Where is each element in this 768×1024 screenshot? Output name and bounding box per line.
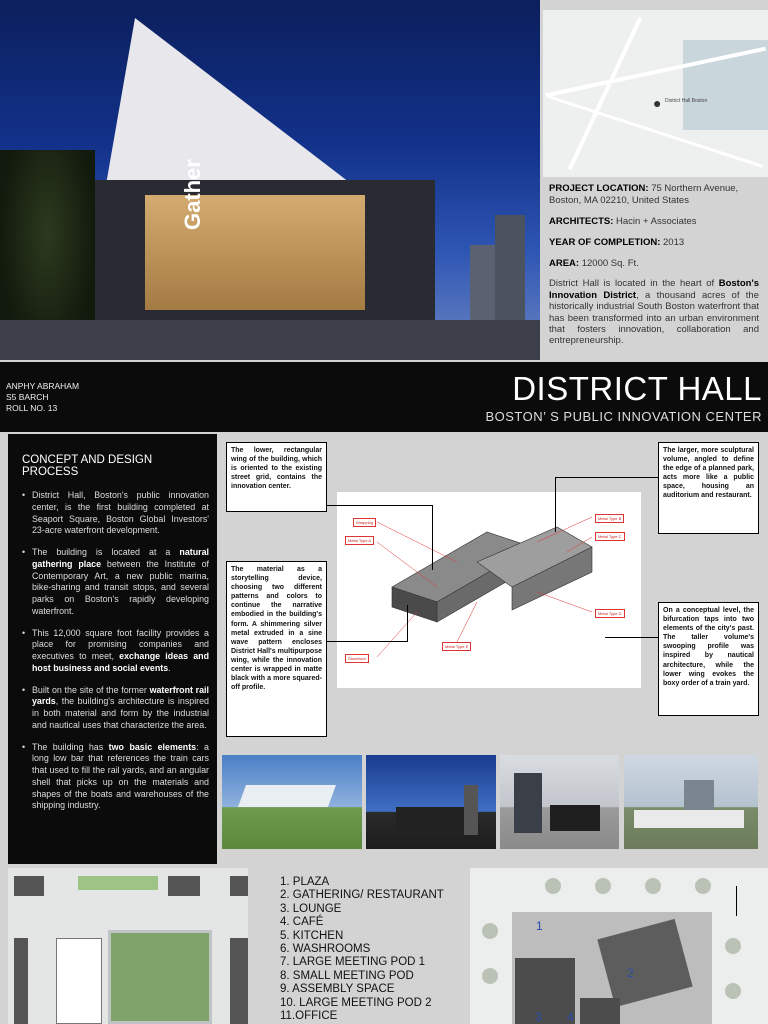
program-item: 3. LOUNGE [280,902,342,915]
concept-bold: natural gathering place [32,547,209,569]
page-title: DISTRICT HALL [512,370,762,407]
concept-item [22,547,209,618]
location-value: 75 Northern Avenue, Boston, MA 02210, United States [549,183,739,206]
plaza-ground [0,320,540,360]
concept-heading: CONCEPT AND DESIGN PROCESS [22,454,153,478]
program-item: 6. WASHROOMS [280,943,371,956]
note-text: The lower, rectangular wing of the building, which is oriented to the existing street grid, contains the innovation center. [231,447,322,491]
floor-plan [470,868,768,1024]
site-building [56,938,102,1024]
plan-tree [482,923,498,939]
program-item: 2. GATHERING/ RESTAURANT [280,889,444,902]
connector-line [407,605,408,642]
plan-tree [545,878,561,894]
program-item: 5. KITCHEN [280,929,344,942]
site-plan [8,868,248,1024]
site-green [78,876,158,890]
diagram-label: Metal Type D [595,609,625,618]
gather-sign: Gather [180,159,205,230]
connector-line [555,477,556,532]
plan-room-cafe [580,998,620,1024]
project-location [549,183,759,207]
photo-building [238,785,336,807]
project-architects [549,216,759,228]
plan-number: 2 [627,966,634,980]
concept-text: , the building's architecture is inspired in both material and form by the industrial and nautical uses that characterize the area. [32,696,209,730]
project-year [549,237,759,249]
author-class: S5 BARCH [6,392,49,403]
concept-bold: two basic elements [108,741,197,752]
diagram-label: Metal Type E [442,642,471,651]
area-label: AREA: [549,257,580,269]
note-conceptual [658,602,759,716]
map-pin-label: District Hall Boston [665,98,708,104]
concept-bold: exchange ideas and host business and social events [32,651,209,673]
program-item: 8. SMALL MEETING POD [280,969,414,982]
photo-exterior-2 [366,755,496,849]
photo-tower [514,773,542,833]
year-label: YEAR OF COMPLETION: [549,236,661,248]
location-map [543,10,768,177]
project-area [549,258,759,270]
photo-exterior-1 [222,755,362,849]
concept-item [22,628,209,675]
area-value: 12000 Sq. Ft. [579,257,639,269]
concept-text: District Hall, Boston's public innovation center, is the first building completed at Seaport Square, Boston Global Investors' 23-acre waterfront development. [32,490,209,536]
program-item: 7. LARGE MEETING POD 1 [280,956,426,969]
plan-tree [725,983,741,999]
connector-line [605,637,658,638]
program-list [280,876,444,1023]
program-item: 9. ASSEMBLY SPACE [280,983,395,996]
program-item: 11.OFFICE [280,1010,338,1023]
concept-text: Built on the site of the former [32,684,150,695]
note-text: The material as a storytelling device, choosing two different patterns and colors to continue the narrative embodied in the building's form. A shimmering silver metal extruded in a sine wave pattern encloses District Hall's multipurpose wing, while the innovation center is wrapped in matte black with a more squared-off profile. [231,566,322,692]
site-block [14,938,28,1024]
site-block [230,938,248,1024]
architects-value: Hacin + Associates [613,215,697,227]
project-info [549,183,759,356]
axonometric-diagram [337,492,641,688]
concept-text: The building has [32,741,109,752]
photo-exterior-3 [500,755,619,849]
city-building [495,215,525,325]
architects-label: ARCHITECTS: [549,215,614,227]
city-building [470,245,495,325]
diagram-label: Metal Type C [595,532,625,541]
map-road [568,17,642,170]
site-block [168,876,200,896]
author-block [6,381,79,414]
photo-building [396,807,466,832]
note-lower-wing [226,442,327,512]
concept-text: . [168,662,171,673]
diagram-label: Metal Type B [595,514,624,523]
photo-tower [464,785,478,835]
concept-bold: waterfront rail yards [32,684,209,707]
note-text: On a conceptual level, the bifurcation taps into two elements of the city's past. The taller volume's swooping profile was inspired by nautical architecture, while the lower wing evokes the boxy order of a train yard. [663,607,754,687]
connector-line [327,505,433,506]
year-value: 2013 [660,236,685,248]
program-item: 1. PLAZA [280,876,330,888]
photo-building [634,810,744,828]
plan-tree [695,878,711,894]
concept-item [22,742,209,813]
site-block [230,876,248,896]
plan-tree [595,878,611,894]
site-block [14,876,44,896]
concept-panel [8,434,217,864]
program-item: 10. LARGE MEETING POD 2 [280,996,432,1009]
connector-line [432,505,433,570]
project-description [549,278,759,346]
photo-building [550,805,600,831]
map-pin-icon: ● [653,95,662,111]
diagram-label: Wrapping [353,518,376,527]
diagram-label: Metal Type A [345,536,374,545]
concept-text: The building is located at a [32,547,180,557]
desc-text: District Hall is located in the heart of [549,278,719,290]
diagram-label: Storefront [345,654,369,663]
note-text: The larger, more sculptural volume, angled to define the edge of a planned park, acts more like a public space, housing an auditorium and restaurant. [663,447,754,500]
plan-tree [725,938,741,954]
map-water [683,40,768,130]
plan-room-lounge [515,958,575,1024]
plan-tree [645,878,661,894]
north-arrow-icon [736,886,737,916]
title-band [0,362,768,432]
photo-exterior-4 [624,755,758,849]
desc-text: , a thousand acres of the historically industrial South Boston waterfront that has been transformed into an urban environment that fosters innovation, collaboration and entrepreneurship. [549,289,759,347]
concept-item [22,685,209,732]
author-roll: ROLL NO. 13 [6,403,58,414]
concept-item [22,490,209,537]
author-name: ANPHY ABRAHAM [6,381,80,391]
concept-list [22,490,209,812]
hero-photo [0,0,540,360]
plan-tree [482,968,498,984]
connector-line [555,477,658,478]
note-sculptural-volume [658,442,759,534]
concept-text: This 12,000 square foot facility provides a place for promising companies and executives to meet, [32,627,209,661]
desc-highlight: Boston's Innovation District [549,278,759,301]
concept-text: between the Institute of Contemporary Art, a new public marina, bike-sharing and transit stops, and several parks on Boston's rapidly developing waterfront. [32,558,209,616]
building-glass [145,195,365,310]
program-item: 4. CAFÉ [280,916,324,929]
location-label: PROJECT LOCATION: [549,183,649,194]
plan-number: 4 [567,1010,574,1024]
plan-number: 3 [535,1010,542,1024]
site-park [108,930,212,1024]
plan-number: 1 [536,919,543,933]
concept-text: : a long low bar that references the train cars that used to fill the rail yards, and an angular shell that picks up on the materials and shapes of the boats and warehouses of the shipping industry. [32,741,209,811]
connector-line [327,641,407,642]
note-material [226,561,327,737]
page-subtitle: BOSTON’ S PUBLIC INNOVATION CENTER [485,409,762,424]
